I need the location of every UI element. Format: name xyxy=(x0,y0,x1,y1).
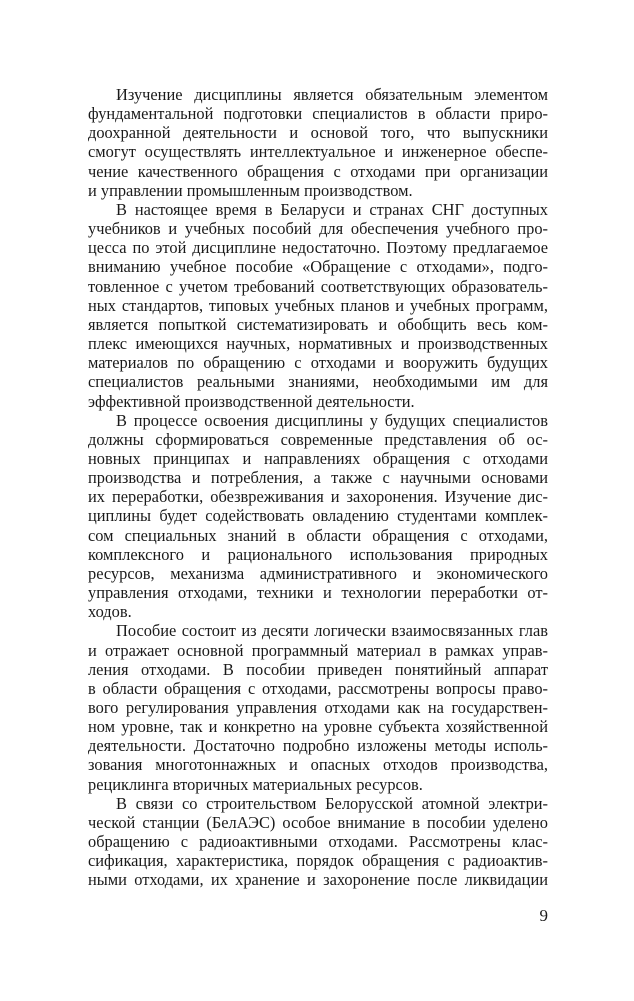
text-line: доохранной деятельности и основой того, что выпускники xyxy=(88,123,548,143)
text-line: управления отходами, техники и технологии переработки от- xyxy=(88,583,548,603)
text-line: товленное с учетом требований соответствующих образователь- xyxy=(88,276,548,296)
text-line: и отражает основной программный материал в рамках управ- xyxy=(88,640,548,660)
text-line: комплексного и рационального использования природных xyxy=(88,544,548,564)
text-line: В связи со строительством Белорусской атомной электри- xyxy=(116,793,548,813)
text-line: специалистов реальными знаниями, необходимыми им для xyxy=(88,372,548,392)
text-line: ходов. xyxy=(88,602,132,622)
text-line: зования многотоннажных и опасных отходов производства, xyxy=(88,755,548,775)
paragraph xyxy=(88,621,548,793)
text-line: В настоящее время в Беларуси и странах СНГ доступных xyxy=(116,199,548,219)
text-line: сом специальных знаний в области обращения с отходами, xyxy=(88,525,548,545)
text-line: является попыткой систематизировать и обобщить весь ком- xyxy=(88,314,548,334)
text-line: плекс имеющихся научных, нормативных и производственных xyxy=(88,334,548,354)
text-line: цесса по этой дисциплине недостаточно. Поэтому предлагаемое xyxy=(88,238,548,258)
text-line: и управлении промышленным производством. xyxy=(88,180,413,200)
text-line: циплины будет содействовать овладению студентами комплек- xyxy=(88,506,548,526)
text-line: учебников и учебных пособий для обеспечения учебного про- xyxy=(88,219,548,239)
text-line: ческой станции (БелАЭС) особое внимание в пособии уделено xyxy=(88,812,548,832)
paragraph xyxy=(88,411,548,622)
text-line: фундаментальной подготовки специалистов в области приро- xyxy=(88,104,548,124)
text-line: новных принципах и направлениях обращения с отходами xyxy=(88,448,548,468)
body-text xyxy=(88,85,548,890)
text-line: вого регулирования управления отходами как на государствен- xyxy=(88,698,548,717)
text-line: ресурсов, механизма административного и экономического xyxy=(88,563,548,583)
text-line: производства и потребления, а также с научными основами xyxy=(88,468,548,488)
text-line: ными отходами, их хранение и захоронение после ликвидации xyxy=(88,870,548,890)
paragraph xyxy=(88,200,548,411)
text-line: материалов по обращению с отходами и вооружить будущих xyxy=(88,353,548,373)
text-line: чение качественного обращения с отходами при организации xyxy=(88,161,548,181)
text-line: Пособие состоит из десяти логически взаимосвязанных глав xyxy=(116,621,548,641)
text-line: ления отходами. В пособии приведен понятийный аппарат xyxy=(88,659,548,679)
page-number: 9 xyxy=(539,906,548,925)
text-line: рециклинга вторичных материальных ресурсов. xyxy=(88,774,423,794)
text-line: деятельности. Достаточно подробно изложены методы исполь- xyxy=(88,736,548,756)
text-line: ных стандартов, типовых учебных планов и учебных программ, xyxy=(88,295,548,315)
text-line: должны сформироваться современные представления об ос- xyxy=(88,429,548,449)
paragraph xyxy=(88,85,548,200)
paragraph xyxy=(88,794,548,890)
text-line: вниманию учебное пособие «Обращение с отходами», подго- xyxy=(88,257,548,277)
text-line: обращению с радиоактивными отходами. Рассмотрены клас- xyxy=(88,832,548,852)
text-line: их переработки, обезвреживания и захоронения. Изучение дис- xyxy=(88,487,548,507)
text-line: эффективной производственной деятельности. xyxy=(88,391,415,411)
text-line: В процессе освоения дисциплины у будущих специалистов xyxy=(116,410,548,430)
text-line: в области обращения с отходами, рассмотрены вопросы право- xyxy=(88,678,548,698)
text-line: Изучение дисциплины является обязательным элементом xyxy=(116,85,548,104)
text-line: смогут осуществлять интеллектуальное и инженерное обеспе- xyxy=(88,142,548,162)
text-line: ном уровне, так и конкретно на уровне субъекта хозяйственной xyxy=(88,717,548,737)
text-line: сификация, характеристика, порядок обращения с радиоактив- xyxy=(88,851,548,871)
